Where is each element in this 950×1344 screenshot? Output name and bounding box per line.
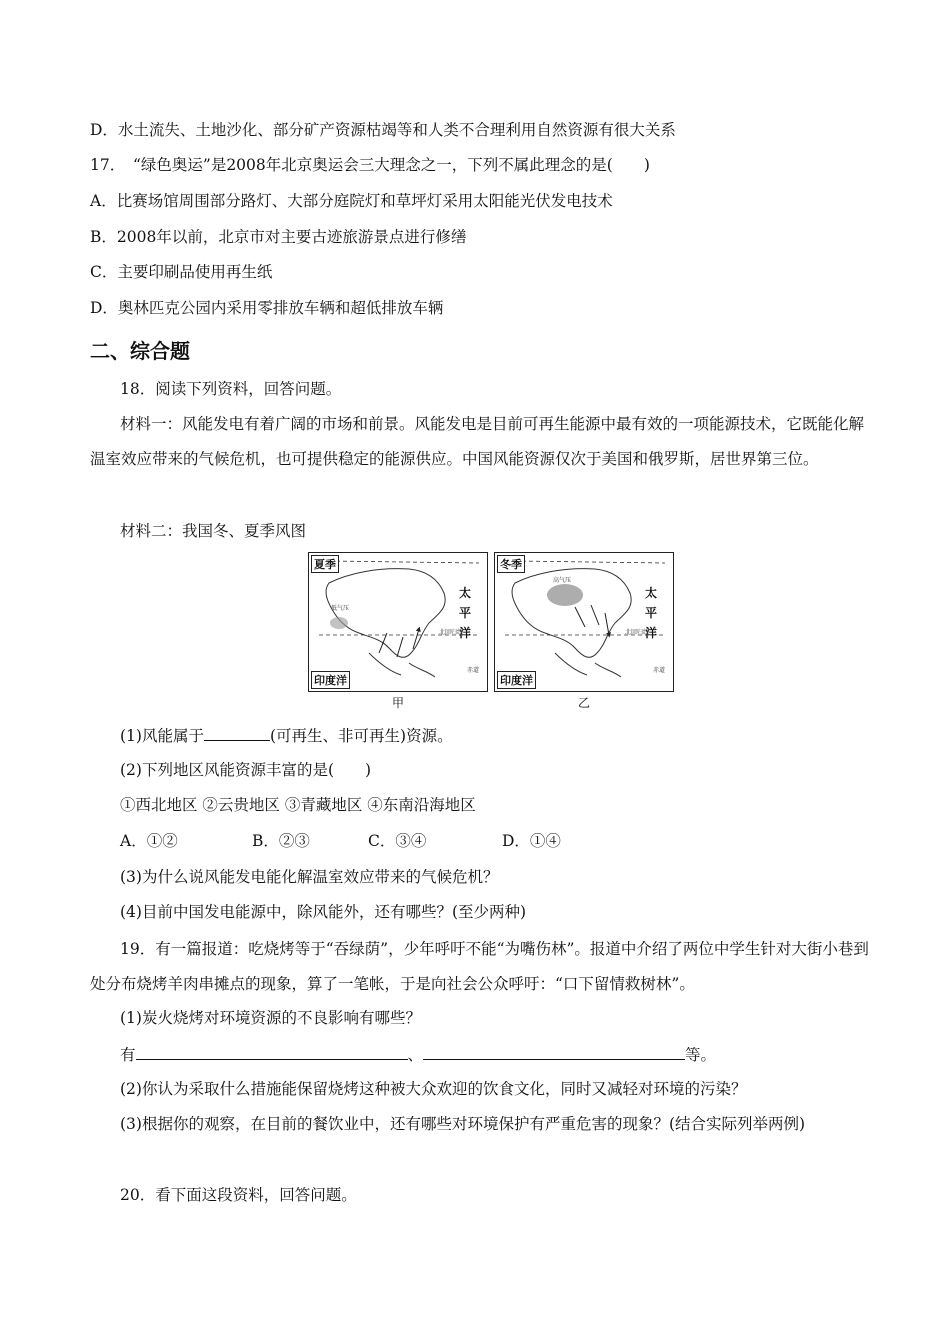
q19-sub1-prefix: 有 bbox=[120, 1046, 136, 1064]
indian-ocean-label: 印度洋 bbox=[497, 671, 536, 689]
answer-blank[interactable] bbox=[136, 1043, 408, 1060]
equator-label: 赤道 bbox=[467, 667, 480, 674]
answer-blank[interactable] bbox=[204, 724, 270, 741]
q18-sub2-options bbox=[120, 830, 900, 852]
q20-stem: 20．看下面这段资料，回答问题。 bbox=[120, 1186, 357, 1204]
summer-monsoon-map bbox=[308, 552, 488, 692]
option-d: D．①④ bbox=[502, 832, 561, 850]
q18-material-one: 材料一：风能发电有着广阔的市场和前景。风能发电是目前可再生能源中最有效的一项能源技术，它既能化解温室效应带来的气候危机，也可提供稳定的能源供应。中国风能资源仅次于美国和俄罗斯，居世界第三位。 bbox=[90, 415, 865, 468]
monsoon-maps bbox=[308, 552, 682, 712]
q19-stem: 19．有一篇报道：吃烧烤等于“吞绿荫”，少年呼吁不能“为嘴伤林”。报道中介绍了两位中学生针对大街小巷到处分布烧烤羊肉串摊点的现象，算了一笔帐，于是向社会公众呼吁：“口下留情救树林”。 bbox=[90, 940, 869, 993]
low-pressure-label: 低气压 bbox=[331, 605, 350, 612]
winter-monsoon-map bbox=[494, 552, 674, 692]
q18-sub3: (3)为什么说风能发电能化解温室效应带来的气候危机？ bbox=[120, 868, 499, 886]
q17-option-a: A．比赛场馆周围部分路灯、大部分庭院灯和草坪灯采用太阳能光伏发电技术 bbox=[90, 192, 613, 210]
q18-material-two: 材料二：我国冬、夏季风图 bbox=[120, 522, 307, 540]
q18-sub2-items: ①西北地区 ②云贵地区 ③青藏地区 ④东南沿海地区 bbox=[120, 796, 476, 814]
option-a: A．①② bbox=[120, 832, 178, 850]
option-c: C．③④ bbox=[368, 832, 427, 850]
answer-blank[interactable] bbox=[423, 1043, 685, 1060]
q19-sub1-suffix: 等。 bbox=[685, 1046, 717, 1064]
summer-map-caption: 甲 bbox=[392, 696, 405, 710]
q18-sub1 bbox=[120, 724, 900, 747]
q16-option-d: D．水土流失、土地沙化、部分矿产资源枯竭等和人类不合理利用自然资源有很大关系 bbox=[90, 121, 676, 139]
tropic-label: 北回归线 bbox=[439, 629, 464, 636]
q17-stem: 17． “绿色奥运”是2008年北京奥运会三大理念之一，下列不属此理念的是( ) bbox=[90, 156, 650, 174]
winter-label: 冬季 bbox=[497, 555, 525, 573]
tropic-label: 北回归线 bbox=[625, 629, 650, 636]
q19-sub1: (1)炭火烧烤对环境资源的不良影响有哪些？ bbox=[120, 1009, 421, 1027]
q17-option-c: C．主要印刷品使用再生纸 bbox=[90, 263, 273, 281]
q19-sub1-separator: 、 bbox=[407, 1046, 424, 1064]
section-heading: 二、综合题 bbox=[90, 339, 190, 363]
q18-sub4: (4)目前中国发电能源中，除风能外，还有哪些？(至少两种) bbox=[120, 903, 527, 921]
q18-stem: 18．阅读下列资料，回答问题。 bbox=[120, 380, 342, 398]
q19-sub1-answer bbox=[120, 1043, 900, 1066]
high-pressure-label: 高气压 bbox=[553, 577, 572, 584]
summer-label: 夏季 bbox=[311, 555, 339, 573]
winter-map-caption: 乙 bbox=[578, 696, 591, 710]
q17-option-d: D．奥林匹克公园内采用零排放车辆和超低排放车辆 bbox=[90, 299, 444, 317]
pacific-label: 太平洋 bbox=[459, 586, 472, 640]
q18-sub1-text: (1)风能属于 bbox=[120, 727, 204, 745]
pacific-label: 太平洋 bbox=[645, 586, 658, 640]
q19-sub3: (3)根据你的观察，在目前的餐饮业中，还有哪些对环境保护有严重危害的现象？(结合实际列举两例) bbox=[120, 1115, 806, 1133]
indian-ocean-label: 印度洋 bbox=[311, 671, 350, 689]
q17-option-b: B．2008年以前，北京市对主要古迹旅游景点进行修缮 bbox=[90, 228, 467, 246]
q18-sub2: (2)下列地区风能资源丰富的是( ) bbox=[120, 761, 372, 779]
q18-sub1-suffix: (可再生、非可再生)资源。 bbox=[269, 727, 453, 745]
equator-label: 赤道 bbox=[653, 667, 666, 674]
q19-sub2: (2)你认为采取什么措施能保留烧烤这种被大众欢迎的饮食文化，同时又减轻对环境的污染？ bbox=[120, 1080, 747, 1098]
option-b: B．②③ bbox=[252, 832, 310, 850]
